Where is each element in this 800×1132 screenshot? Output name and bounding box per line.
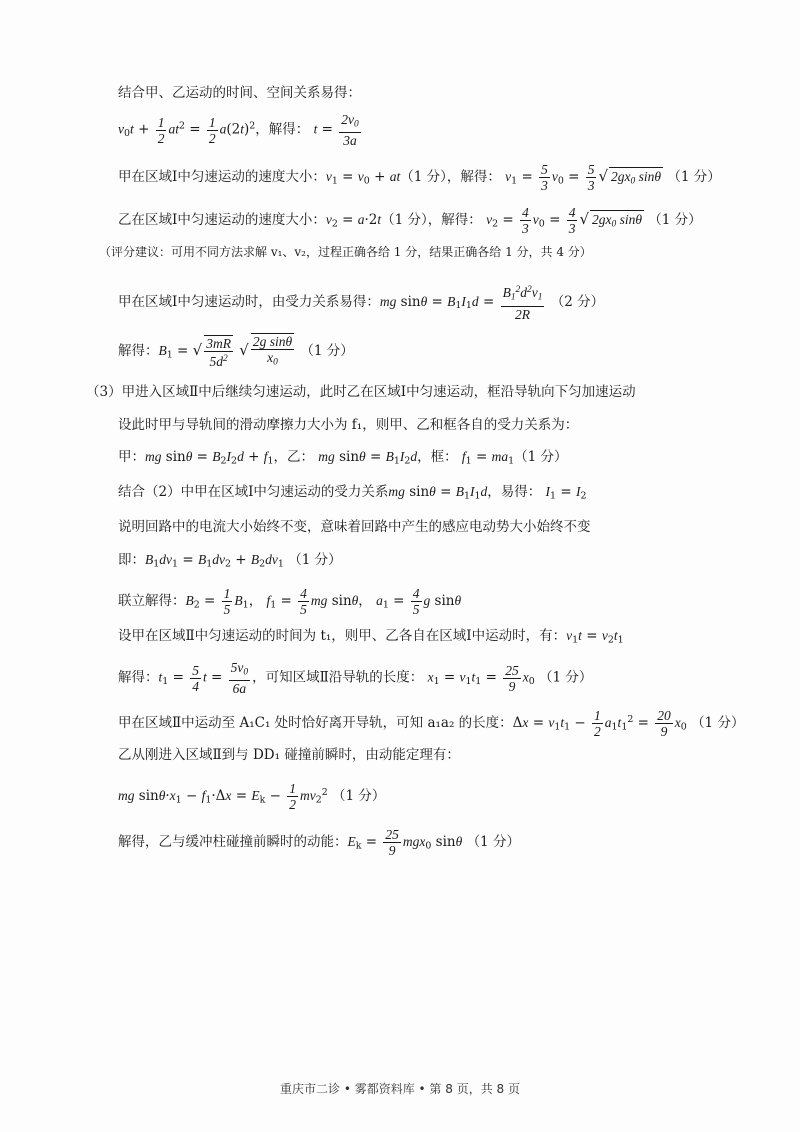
- text-line: 设甲在区域Ⅱ中匀速运动的时间为 t₁，则甲、乙各自在区域Ⅰ中运动时，有：$v_1t = v_2t_1$: [118, 628, 624, 646]
- text-line: （3）甲进入区域Ⅱ中后继续匀速运动，此时乙在区域Ⅰ中匀速运动，框沿导轨向下匀加速运动: [86, 384, 636, 400]
- equation-line: $v_0t$ + $\frac{1}{2}$ $at^2$ = $\frac{1}{2}$ $a(2t)^2$，解得： t = $\frac{2v_0}{3a}$: [118, 112, 359, 149]
- text-line: 甲在区域Ⅰ中匀速运动时，由受力关系易得：mg $\sin\theta = B_1I_1d$ = $\frac{B_1^2d^2v_1}{2R}$ （2 分）: [118, 285, 605, 322]
- text-line: 结合（2）中甲在区域Ⅰ中匀速运动的受力关系mg $\sin\theta = B_1I_1d$，易得： $I_1 = I_2$: [118, 484, 587, 502]
- equation-line: 即：$B_1dv_1 = B_1dv_2 + B_2dv_1$ （1 分）: [118, 552, 342, 570]
- text-line: 解得：$B_1$ = √ $\frac{3mR}{5d^2}$ √ $\frac{\text{2g sinθ}}{x_0}$ （1 分）: [118, 334, 354, 369]
- text-line: 设此时甲与导轨间的滑动摩擦力大小为 f₁，则甲、乙和框各自的受力关系为：: [118, 417, 579, 433]
- equation-line: 解得：$t_1$ = $\frac{5}{4}$ t = $\frac{5v_0}{6a}$ ，可知区域Ⅱ沿导轨的长度： $x_1 = v_1t_1$ = $\frac{25}{9}$ $x_0$ （1 分）: [118, 660, 593, 697]
- text-line: 解得，乙与缓冲柱碰撞前瞬时的动能：$E_k$ = $\frac{25}{9}$ mgx$_0$ sinθ （1 分）: [118, 827, 520, 858]
- text-line: 乙从刚进入区域Ⅱ到与 DD₁ 碰撞前瞬时，由动能定理有：: [118, 747, 460, 763]
- text-line: 结合甲、乙运动的时间、空间关系易得：: [118, 85, 361, 101]
- equation-line: mg $\sin\theta\cdot x_1 - f_1\cdot\Delta x = E_k$ − $\frac{1}{2}$ $mv_2^2$ （1 分）: [118, 781, 386, 812]
- equation-line: 联立解得：$B_2$ = $\frac{1}{5}$ $B_1$， $f_1$ = $\frac{4}{5}$ mg sinθ， $a_1$ = $\frac{4}{5}$ g sinθ: [118, 586, 462, 617]
- text-line: 乙在区域Ⅰ中匀速运动的速度大小：$v_2 = a\cdot 2t(1$ 分），解得： $v_2$ = $\frac{4}{3}$ $v_0$ = $\frac{4}{3}$ √ $2gx_0$ sinθ （1 分）: [118, 205, 702, 236]
- equation-line: 甲：mg $\sin\theta = B_2I_2d + f_1$，乙： mg $\sin\theta = B_1I_2d$，框： $f_1 = ma_1(1$ 分）: [118, 449, 568, 467]
- note-line: （评分建议：可用不同方法求解 v₁、v₂，过程正确各给 1 分，结果正确各给 1 分，共 4 分）: [99, 245, 592, 259]
- text-line: 说明回路中的电流大小始终不变，意味着回路中产生的感应电动势大小始终不变: [118, 519, 591, 535]
- text-line: 甲在区域Ⅰ中匀速运动的速度大小：$v_1 = v_0 + at(1$ 分），解得： $v_1$ = $\frac{5}{3}$ $v_0$ = $\frac{5}{3}$ √ $2gx_0$ sinθ （1 分）: [118, 162, 721, 193]
- page-footer: 重庆市二诊 • 雾都资料库 • 第 8 页，共 8 页: [280, 1082, 520, 1096]
- text-line: 甲在区域Ⅱ中运动至 A₁C₁ 处时恰好离开导轨，可知 a₁a₂ 的长度：$\Delta x = v_1t_1$ − $\frac{1}{2}$ $a_1t_1^2$ = $\frac{20}{9}$ $x_0$ （1 分）: [118, 708, 745, 739]
